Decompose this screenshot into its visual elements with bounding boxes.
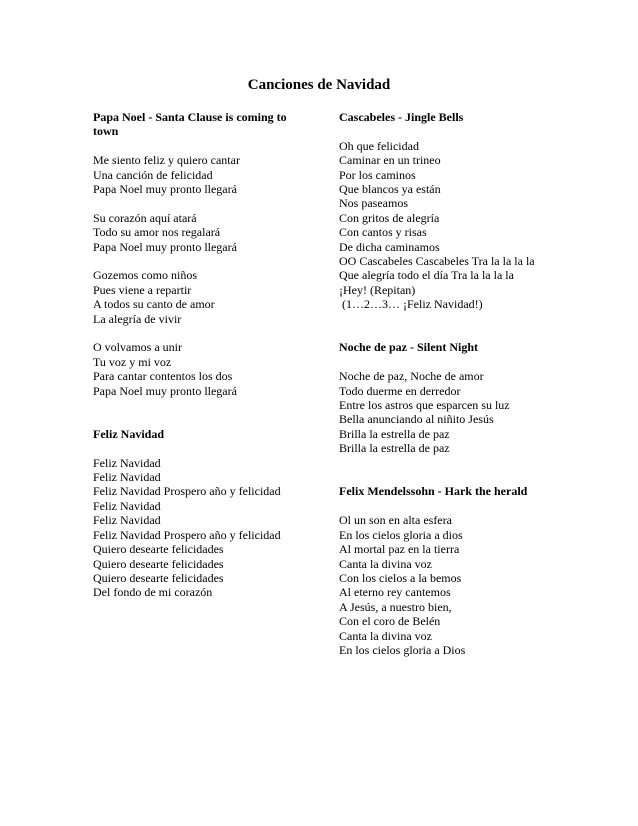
lyric-line: Todo duerme en derredor — [339, 383, 461, 398]
lyric-line: Feliz Navidad — [93, 470, 161, 485]
stanza — [339, 139, 559, 312]
lyric-line: Con el coro de Belén — [339, 614, 441, 629]
stanza — [93, 211, 305, 254]
lyric-line: Papa Noel muy pronto llegará — [93, 383, 237, 398]
lyric-line: Una canción de felicidad — [93, 167, 213, 182]
left-column — [93, 110, 305, 600]
lyric-line: Feliz Navidad — [93, 513, 161, 528]
lyric-line: Que blancos ya están — [339, 182, 441, 197]
stanza — [93, 268, 305, 326]
right-column — [339, 110, 559, 657]
lyric-line: (1…2…3… ¡Feliz Navidad!) — [339, 297, 483, 312]
lyric-line: Caminar en un trineo — [339, 153, 441, 168]
lyric-line: Con cantos y risas — [339, 225, 427, 240]
lyric-line: Papa Noel muy pronto llegará — [93, 239, 237, 254]
song-heading-cascabeles: Cascabeles - Jingle Bells — [339, 110, 464, 124]
lyric-line: Que alegría todo el día Tra la la la la — [339, 268, 514, 283]
lyric-line: Al eterno rey cantemos — [339, 585, 451, 600]
stanza — [93, 340, 305, 398]
song-heading-hark-the-herald: Felix Mendelssohn - Hark the herald — [339, 484, 528, 499]
stanza — [93, 153, 305, 196]
lyric-line: Canta la divina voz — [339, 628, 432, 643]
song-heading-feliz-navidad: Feliz Navidad — [93, 426, 164, 441]
lyric-line: Por los caminos — [339, 167, 416, 182]
lyric-line: ¡Hey! (Repitan) — [339, 282, 416, 297]
lyric-line: Me siento feliz y quiero cantar — [93, 153, 240, 168]
lyric-line: Oh que felicidad — [339, 138, 419, 153]
stanza — [339, 369, 559, 455]
lyric-line: Noche de paz, Noche de amor — [339, 369, 484, 384]
lyric-line: Ol un son en alta esfera — [339, 513, 452, 528]
lyric-line: OO Cascabeles Cascabeles Tra la la la la — [339, 254, 535, 269]
lyric-line: Quiero desearte felicidades — [93, 556, 224, 571]
song-heading-noche-de-paz: Noche de paz - Silent Night — [339, 340, 478, 355]
lyric-line: Nos paseamos — [339, 196, 408, 211]
lyric-line: Con los cielos a la bemos — [339, 570, 462, 585]
stanza — [339, 513, 559, 657]
lyric-line: Con gritos de alegría — [339, 210, 440, 225]
lyric-line: Feliz Navidad — [93, 498, 161, 513]
lyric-line: Tu voz y mi voz — [93, 354, 172, 369]
stanza — [93, 456, 305, 600]
lyric-line: Del fondo de mi corazón — [93, 585, 213, 600]
lyric-line: Feliz Navidad — [93, 455, 161, 470]
lyric-line: Para cantar contentos los dos — [93, 369, 233, 384]
lyric-line: Canta la divina voz — [339, 556, 432, 571]
lyric-line: A Jesús, a nuestro bien, — [339, 599, 452, 614]
lyric-line: Pues viene a repartir — [93, 282, 192, 297]
lyric-line: Feliz Navidad Prospero año y felicidad — [93, 527, 281, 542]
song-heading-papa-noel: Papa Noel - Santa Clause is coming to town — [93, 110, 287, 139]
lyric-line: De dicha caminamos — [339, 239, 440, 254]
lyric-line: Entre los astros que esparcen su luz — [339, 398, 510, 413]
lyric-line: Al mortal paz en la tierra — [339, 542, 460, 557]
lyric-line: Quiero desearte felicidades — [93, 570, 224, 585]
page-title: Canciones de Navidad — [247, 77, 391, 93]
lyric-line: A todos su canto de amor — [93, 297, 215, 312]
lyric-line: En los cielos gloria a Dios — [339, 642, 466, 657]
lyric-line: O volvamos a unir — [93, 340, 182, 355]
lyric-line: Brilla la estrella de paz — [339, 441, 450, 456]
lyric-line: La alegría de vivir — [93, 311, 182, 326]
lyric-line: Gozemos como niños — [93, 268, 197, 283]
lyric-line: Todo su amor nos regalará — [93, 225, 221, 240]
lyric-line: En los cielos gloria a dios — [339, 527, 463, 542]
lyric-line: Bella anunciando al niñito Jesús — [339, 412, 494, 427]
lyric-line: Brilla la estrella de paz — [339, 426, 450, 441]
lyric-line: Su corazón aquí atará — [93, 210, 197, 225]
lyric-line: Feliz Navidad Prospero año y felicidad — [93, 484, 281, 499]
lyric-line: Papa Noel muy pronto llegará — [93, 182, 237, 197]
lyric-line: Quiero desearte felicidades — [93, 542, 224, 557]
